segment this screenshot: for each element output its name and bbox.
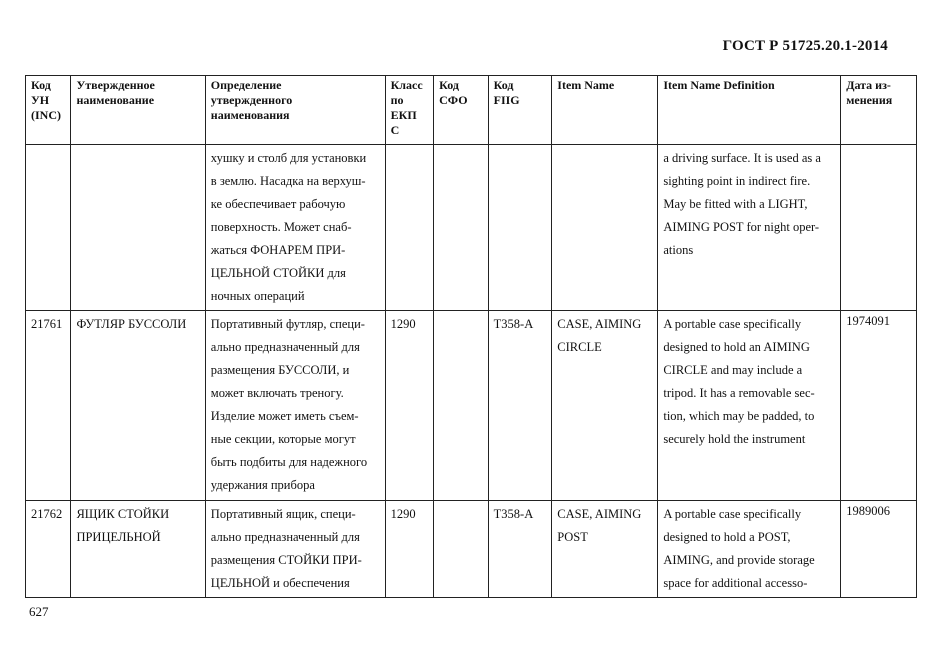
cell-approved-name	[71, 145, 205, 311]
cell-class	[385, 145, 433, 311]
cell-approved-name: ФУТЛЯР БУССОЛИ	[71, 311, 205, 501]
nomenclature-table	[25, 75, 917, 598]
cell-definition: Портативный футляр, специ- ально предназначенный для размещения БУССОЛИ, и может включать треногу. Изделие может иметь съем- ные секции, которые могут быть подбиты для надежного удержания прибора	[205, 311, 385, 501]
cell-item-name: CASE, AIMING CIRCLE	[552, 311, 658, 501]
document-code: ГОСТ Р 51725.20.1-2014	[722, 38, 888, 54]
table-row	[26, 145, 917, 311]
page-number: 627	[29, 604, 49, 619]
cell-approved-name: ЯЩИК СТОЙКИ ПРИЦЕЛЬНОЙ	[71, 501, 205, 598]
cell-sfo	[434, 311, 489, 501]
table-row	[26, 311, 917, 501]
cell-sfo	[434, 145, 489, 311]
header-change-date: Дата из- менения	[841, 76, 917, 145]
header-class: Класс по ЕКП С	[385, 76, 433, 145]
header-approved-name: Утвержденное наименование	[71, 76, 205, 145]
cell-definition: Портативный ящик, специ- ально предназначенный для размещения СТОЙКИ ПРИ- ЦЕЛЬНОЙ и обеспечения	[205, 501, 385, 598]
cell-fiig	[488, 145, 552, 311]
cell-definition: хушку и столб для установки в землю. Насадка на верхуш- ке обеспечивает рабочую поверхность. Может снаб- жаться ФОНАРЕМ ПРИ- ЦЕЛЬНОЙ СТОЙКИ для ночных операций	[205, 145, 385, 311]
cell-class: 1290	[385, 311, 433, 501]
cell-sfo	[434, 501, 489, 598]
cell-inc	[26, 145, 71, 311]
header-inc: Код УН (INC)	[26, 76, 71, 145]
cell-class: 1290	[385, 501, 433, 598]
cell-fiig: T358-A	[488, 501, 552, 598]
table-row	[26, 501, 917, 598]
cell-fiig: T358-A	[488, 311, 552, 501]
cell-change-date	[841, 145, 917, 311]
header-item-name-definition: Item Name Definition	[658, 76, 841, 145]
cell-change-date: 1989006	[841, 501, 917, 598]
cell-item-name: CASE, AIMING POST	[552, 501, 658, 598]
cell-item-definition: A portable case specifically designed to hold an AIMING CIRCLE and may include a tripod. It has a removable sec- tion, which may be padded, to securely hold the instrument	[658, 311, 841, 501]
header-fiig: Код FIIG	[488, 76, 552, 145]
header-definition: Определение утвержденного наименования	[205, 76, 385, 145]
header-item-name: Item Name	[552, 76, 658, 145]
cell-inc: 21761	[26, 311, 71, 501]
cell-change-date: 1974091	[841, 311, 917, 501]
cell-inc: 21762	[26, 501, 71, 598]
header-sfo: Код СФО	[434, 76, 489, 145]
table-header-row	[26, 76, 917, 145]
cell-item-name	[552, 145, 658, 311]
cell-item-definition: a driving surface. It is used as a sighting point in indirect fire. May be fitted with a LIGHT, AIMING POST for night oper- ations	[658, 145, 841, 311]
cell-item-definition: A portable case specifically designed to hold a POST, AIMING, and provide storage space for additional accesso-	[658, 501, 841, 598]
